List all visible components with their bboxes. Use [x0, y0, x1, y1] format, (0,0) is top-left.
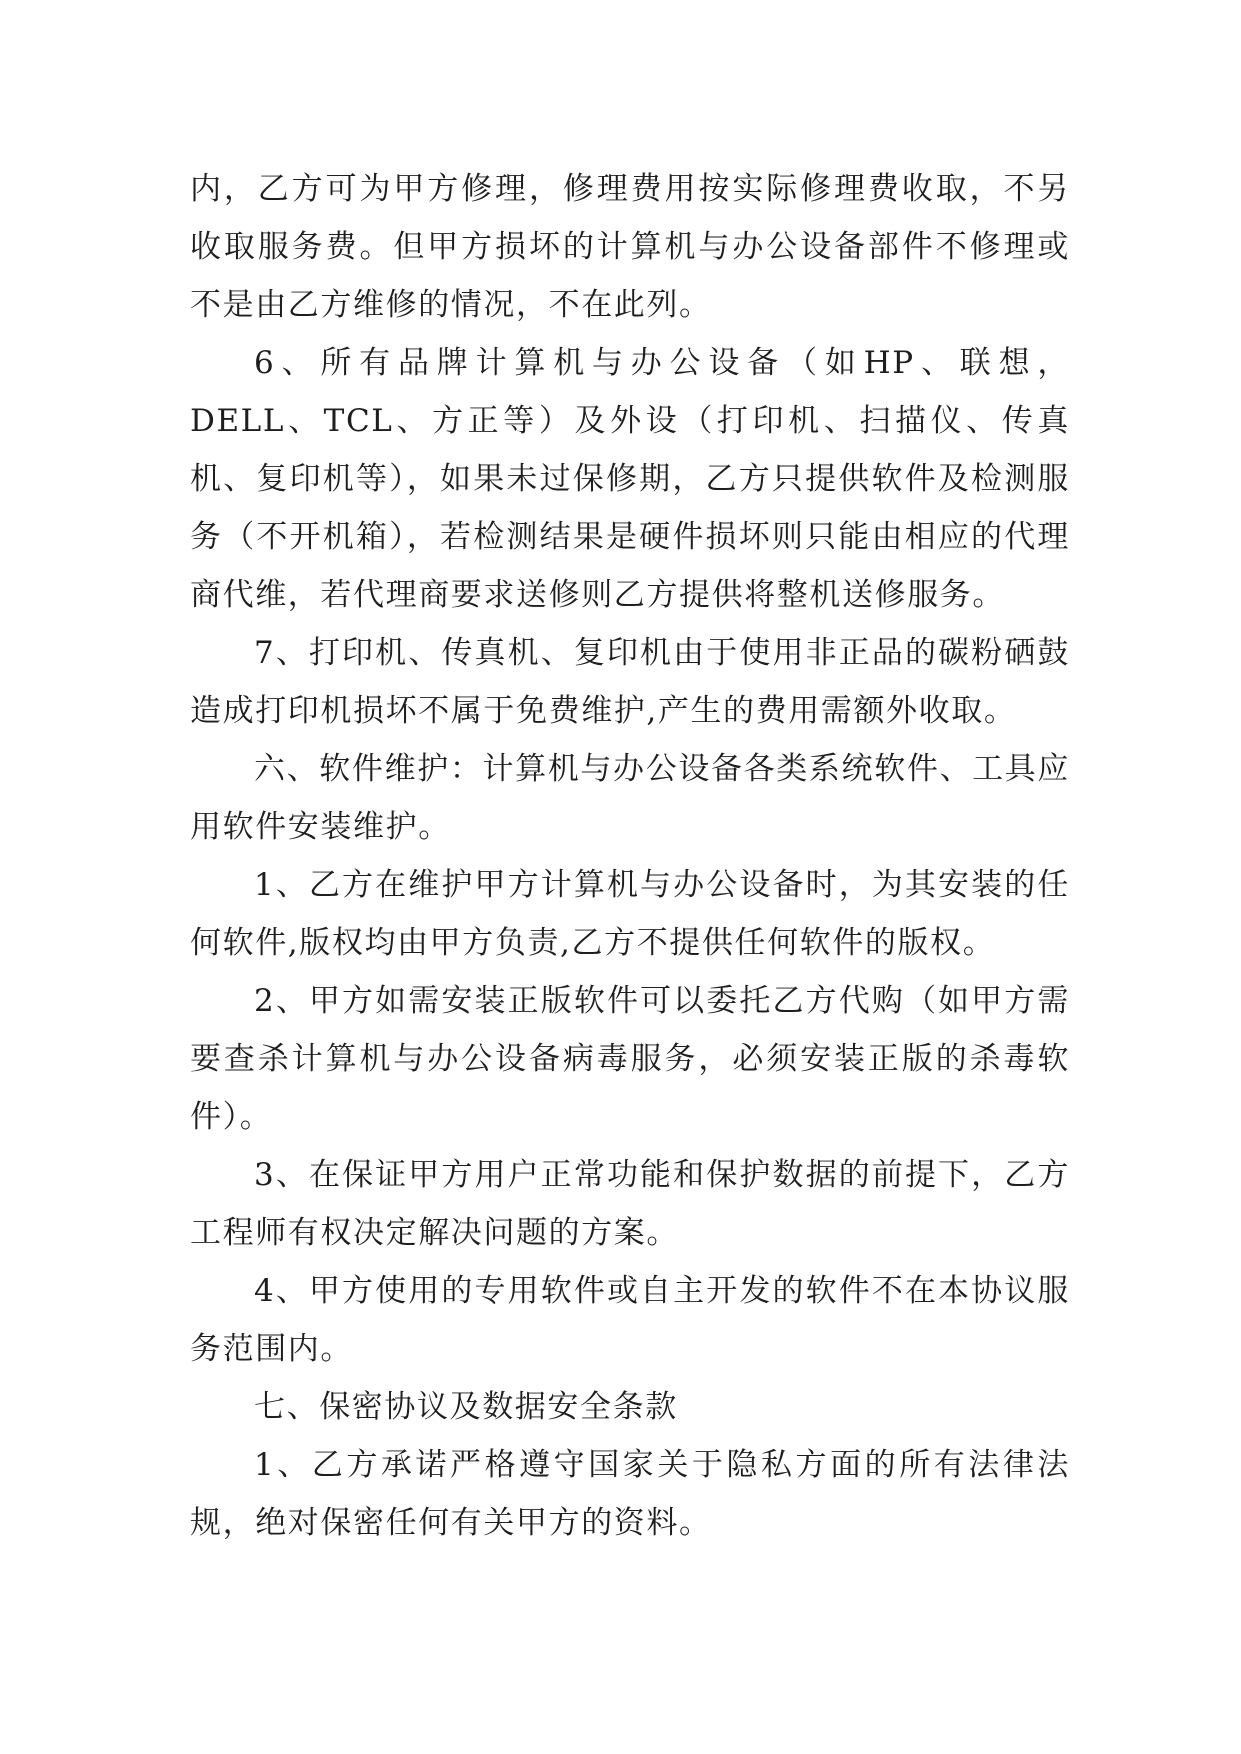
paragraph-item-6: 6、所有品牌计算机与办公设备（如HP、联想，DELL、TCL、方正等）及外设（打印机、扫描仪、传真机、复印机等），如果未过保修期，乙方只提供软件及检测服务（不开机箱），若检测结果是硬件损坏则只能由相应的代理商代维，若代理商要求送修则乙方提供将整机送修服务。: [190, 345, 1070, 613]
paragraph-software-item-4: 4、甲方使用的专用软件或自主开发的软件不在本协议服务范围内。: [190, 1273, 1070, 1367]
section-heading-software-maintenance: 六、软件维护：计算机与办公设备各类系统软件、工具应用软件安装维护。: [190, 751, 1070, 845]
paragraph-software-item-3: 3、在保证甲方用户正常功能和保护数据的前提下，乙方工程师有权决定解决问题的方案。: [190, 1157, 1070, 1251]
paragraph-software-item-2: 2、甲方如需安装正版软件可以委托乙方代购（如甲方需要查杀计算机与办公设备病毒服务，必须安装正版的杀毒软件）。: [190, 983, 1070, 1135]
paragraph-continuation: 内，乙方可为甲方修理，修理费用按实际修理费收取，不另收取服务费。但甲方损坏的计算机与办公设备部件不修理或不是由乙方维修的情况，不在此列。: [190, 171, 1070, 323]
document-body: [190, 160, 1070, 1552]
section-heading-confidentiality: 七、保密协议及数据安全条款: [254, 1389, 678, 1425]
paragraph-confidentiality-item-1: 1、乙方承诺严格遵守国家关于隐私方面的所有法律法规，绝对保密任何有关甲方的资料。: [190, 1447, 1070, 1541]
paragraph-software-item-1: 1、乙方在维护甲方计算机与办公设备时，为其安装的任何软件,版权均由甲方负责,乙方不提供任何软件的版权。: [190, 867, 1070, 961]
paragraph-item-7: 7、打印机、传真机、复印机由于使用非正品的碳粉硒鼓造成打印机损坏不属于免费维护,产生的费用需额外收取。: [190, 635, 1070, 729]
